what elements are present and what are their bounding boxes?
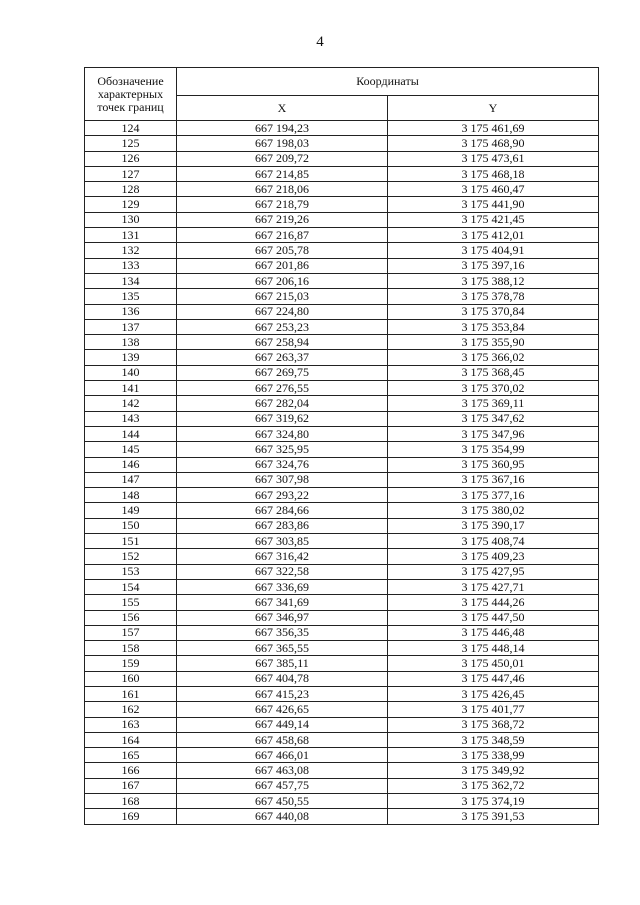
y-coordinate-cell: 3 175 468,90 <box>388 136 599 151</box>
x-coordinate-cell: 667 284,66 <box>177 503 388 518</box>
table-row <box>85 350 599 365</box>
x-coordinate-cell: 667 457,75 <box>177 778 388 793</box>
x-coordinate-cell: 667 303,85 <box>177 534 388 549</box>
y-coordinate-cell: 3 175 347,62 <box>388 411 599 426</box>
y-coordinate-cell: 3 175 447,50 <box>388 610 599 625</box>
table-row <box>85 702 599 717</box>
table-row <box>85 411 599 426</box>
point-number-cell: 138 <box>85 335 177 350</box>
x-coordinate-cell: 667 218,06 <box>177 182 388 197</box>
x-coordinate-cell: 667 336,69 <box>177 579 388 594</box>
point-number-cell: 132 <box>85 243 177 258</box>
y-coordinate-cell: 3 175 368,72 <box>388 717 599 732</box>
y-coordinate-cell: 3 175 370,84 <box>388 304 599 319</box>
x-coordinate-cell: 667 253,23 <box>177 319 388 334</box>
table-row <box>85 121 599 136</box>
coordinates-table <box>84 67 599 825</box>
point-number-cell: 133 <box>85 258 177 273</box>
table-row <box>85 289 599 304</box>
y-coordinate-cell: 3 175 374,19 <box>388 794 599 809</box>
x-coordinate-cell: 667 385,11 <box>177 656 388 671</box>
y-coordinate-cell: 3 175 390,17 <box>388 518 599 533</box>
point-number-cell: 134 <box>85 273 177 288</box>
x-coordinate-cell: 667 450,55 <box>177 794 388 809</box>
y-coordinate-cell: 3 175 409,23 <box>388 549 599 564</box>
table-row <box>85 794 599 809</box>
y-coordinate-cell: 3 175 427,95 <box>388 564 599 579</box>
table-row <box>85 732 599 747</box>
x-coordinate-cell: 667 466,01 <box>177 748 388 763</box>
point-number-cell: 125 <box>85 136 177 151</box>
table-body <box>85 121 599 825</box>
y-coordinate-cell: 3 175 349,92 <box>388 763 599 778</box>
x-coordinate-cell: 667 404,78 <box>177 671 388 686</box>
x-coordinate-cell: 667 216,87 <box>177 228 388 243</box>
table-row <box>85 381 599 396</box>
x-coordinate-cell: 667 206,16 <box>177 273 388 288</box>
x-coordinate-cell: 667 449,14 <box>177 717 388 732</box>
point-number-cell: 156 <box>85 610 177 625</box>
header-y: Y <box>388 96 599 121</box>
x-coordinate-cell: 667 269,75 <box>177 365 388 380</box>
x-coordinate-cell: 667 224,80 <box>177 304 388 319</box>
point-number-cell: 135 <box>85 289 177 304</box>
y-coordinate-cell: 3 175 460,47 <box>388 182 599 197</box>
table-row <box>85 610 599 625</box>
point-number-cell: 137 <box>85 319 177 334</box>
table-row <box>85 228 599 243</box>
table-row <box>85 457 599 472</box>
y-coordinate-cell: 3 175 444,26 <box>388 595 599 610</box>
x-coordinate-cell: 667 341,69 <box>177 595 388 610</box>
y-coordinate-cell: 3 175 380,02 <box>388 503 599 518</box>
table-row <box>85 472 599 487</box>
point-number-cell: 169 <box>85 809 177 824</box>
table-row <box>85 166 599 181</box>
table-row <box>85 656 599 671</box>
x-coordinate-cell: 667 325,95 <box>177 442 388 457</box>
point-number-cell: 148 <box>85 488 177 503</box>
y-coordinate-cell: 3 175 366,02 <box>388 350 599 365</box>
y-coordinate-cell: 3 175 367,16 <box>388 472 599 487</box>
table-row <box>85 396 599 411</box>
y-coordinate-cell: 3 175 441,90 <box>388 197 599 212</box>
point-number-cell: 162 <box>85 702 177 717</box>
point-number-cell: 157 <box>85 625 177 640</box>
table-row <box>85 273 599 288</box>
x-coordinate-cell: 667 463,08 <box>177 763 388 778</box>
y-coordinate-cell: 3 175 355,90 <box>388 335 599 350</box>
y-coordinate-cell: 3 175 404,91 <box>388 243 599 258</box>
table-row <box>85 442 599 457</box>
y-coordinate-cell: 3 175 397,16 <box>388 258 599 273</box>
point-number-cell: 166 <box>85 763 177 778</box>
point-number-cell: 124 <box>85 121 177 136</box>
y-coordinate-cell: 3 175 426,45 <box>388 686 599 701</box>
x-coordinate-cell: 667 283,86 <box>177 518 388 533</box>
y-coordinate-cell: 3 175 378,78 <box>388 289 599 304</box>
y-coordinate-cell: 3 175 450,01 <box>388 656 599 671</box>
point-number-cell: 147 <box>85 472 177 487</box>
x-coordinate-cell: 667 282,04 <box>177 396 388 411</box>
table-row <box>85 579 599 594</box>
header-coordinates: Координаты <box>177 68 599 96</box>
x-coordinate-cell: 667 201,86 <box>177 258 388 273</box>
x-coordinate-cell: 667 307,98 <box>177 472 388 487</box>
y-coordinate-cell: 3 175 370,02 <box>388 381 599 396</box>
table-row <box>85 335 599 350</box>
x-coordinate-cell: 667 324,80 <box>177 426 388 441</box>
y-coordinate-cell: 3 175 338,99 <box>388 748 599 763</box>
point-number-cell: 129 <box>85 197 177 212</box>
page-number: 4 <box>316 34 324 50</box>
point-number-cell: 155 <box>85 595 177 610</box>
table-row <box>85 564 599 579</box>
y-coordinate-cell: 3 175 401,77 <box>388 702 599 717</box>
point-number-cell: 127 <box>85 166 177 181</box>
point-number-cell: 152 <box>85 549 177 564</box>
point-number-cell: 150 <box>85 518 177 533</box>
point-number-cell: 143 <box>85 411 177 426</box>
table-row <box>85 488 599 503</box>
y-coordinate-cell: 3 175 448,14 <box>388 641 599 656</box>
point-number-cell: 164 <box>85 732 177 747</box>
table-row <box>85 625 599 640</box>
y-coordinate-cell: 3 175 391,53 <box>388 809 599 824</box>
table-row <box>85 763 599 778</box>
table-row <box>85 136 599 151</box>
y-coordinate-cell: 3 175 377,16 <box>388 488 599 503</box>
point-number-cell: 136 <box>85 304 177 319</box>
table-row <box>85 197 599 212</box>
point-number-cell: 130 <box>85 212 177 227</box>
point-number-cell: 161 <box>85 686 177 701</box>
point-number-cell: 139 <box>85 350 177 365</box>
point-number-cell: 160 <box>85 671 177 686</box>
y-coordinate-cell: 3 175 427,71 <box>388 579 599 594</box>
table-row <box>85 809 599 824</box>
point-number-cell: 146 <box>85 457 177 472</box>
point-number-cell: 140 <box>85 365 177 380</box>
table-row <box>85 778 599 793</box>
point-number-cell: 128 <box>85 182 177 197</box>
x-coordinate-cell: 667 346,97 <box>177 610 388 625</box>
point-number-cell: 131 <box>85 228 177 243</box>
x-coordinate-cell: 667 198,03 <box>177 136 388 151</box>
point-number-cell: 145 <box>85 442 177 457</box>
x-coordinate-cell: 667 258,94 <box>177 335 388 350</box>
point-number-cell: 168 <box>85 794 177 809</box>
point-number-cell: 165 <box>85 748 177 763</box>
x-coordinate-cell: 667 263,37 <box>177 350 388 365</box>
point-number-cell: 153 <box>85 564 177 579</box>
x-coordinate-cell: 667 218,79 <box>177 197 388 212</box>
y-coordinate-cell: 3 175 347,96 <box>388 426 599 441</box>
table-row <box>85 748 599 763</box>
table-row <box>85 304 599 319</box>
y-coordinate-cell: 3 175 348,59 <box>388 732 599 747</box>
point-number-cell: 167 <box>85 778 177 793</box>
header-point-designation: Обозначение характерных точек границ <box>85 68 177 121</box>
table-row <box>85 717 599 732</box>
y-coordinate-cell: 3 175 447,46 <box>388 671 599 686</box>
table-row <box>85 686 599 701</box>
point-number-cell: 126 <box>85 151 177 166</box>
x-coordinate-cell: 667 214,85 <box>177 166 388 181</box>
point-number-cell: 159 <box>85 656 177 671</box>
point-number-cell: 144 <box>85 426 177 441</box>
x-coordinate-cell: 667 319,62 <box>177 411 388 426</box>
x-coordinate-cell: 667 440,08 <box>177 809 388 824</box>
header-x: X <box>177 96 388 121</box>
x-coordinate-cell: 667 316,42 <box>177 549 388 564</box>
table-row <box>85 243 599 258</box>
x-coordinate-cell: 667 365,55 <box>177 641 388 656</box>
x-coordinate-cell: 667 209,72 <box>177 151 388 166</box>
point-number-cell: 158 <box>85 641 177 656</box>
y-coordinate-cell: 3 175 468,18 <box>388 166 599 181</box>
x-coordinate-cell: 667 415,23 <box>177 686 388 701</box>
point-number-cell: 141 <box>85 381 177 396</box>
y-coordinate-cell: 3 175 353,84 <box>388 319 599 334</box>
y-coordinate-cell: 3 175 461,69 <box>388 121 599 136</box>
table-row <box>85 595 599 610</box>
point-number-cell: 142 <box>85 396 177 411</box>
x-coordinate-cell: 667 205,78 <box>177 243 388 258</box>
table-row <box>85 258 599 273</box>
point-number-cell: 151 <box>85 534 177 549</box>
table-row <box>85 365 599 380</box>
table-row <box>85 151 599 166</box>
x-coordinate-cell: 667 458,68 <box>177 732 388 747</box>
x-coordinate-cell: 667 215,03 <box>177 289 388 304</box>
x-coordinate-cell: 667 322,58 <box>177 564 388 579</box>
y-coordinate-cell: 3 175 369,11 <box>388 396 599 411</box>
table-row <box>85 182 599 197</box>
table-row <box>85 534 599 549</box>
table-row <box>85 549 599 564</box>
table-row <box>85 426 599 441</box>
table-row <box>85 671 599 686</box>
x-coordinate-cell: 667 219,26 <box>177 212 388 227</box>
y-coordinate-cell: 3 175 412,01 <box>388 228 599 243</box>
y-coordinate-cell: 3 175 446,48 <box>388 625 599 640</box>
table-row <box>85 518 599 533</box>
point-number-cell: 163 <box>85 717 177 732</box>
x-coordinate-cell: 667 426,65 <box>177 702 388 717</box>
point-number-cell: 149 <box>85 503 177 518</box>
y-coordinate-cell: 3 175 354,99 <box>388 442 599 457</box>
table-row <box>85 212 599 227</box>
table-row <box>85 641 599 656</box>
y-coordinate-cell: 3 175 360,95 <box>388 457 599 472</box>
y-coordinate-cell: 3 175 368,45 <box>388 365 599 380</box>
y-coordinate-cell: 3 175 388,12 <box>388 273 599 288</box>
table-row <box>85 319 599 334</box>
y-coordinate-cell: 3 175 362,72 <box>388 778 599 793</box>
x-coordinate-cell: 667 356,35 <box>177 625 388 640</box>
y-coordinate-cell: 3 175 473,61 <box>388 151 599 166</box>
y-coordinate-cell: 3 175 421,45 <box>388 212 599 227</box>
x-coordinate-cell: 667 324,76 <box>177 457 388 472</box>
table-row <box>85 503 599 518</box>
x-coordinate-cell: 667 194,23 <box>177 121 388 136</box>
x-coordinate-cell: 667 276,55 <box>177 381 388 396</box>
point-number-cell: 154 <box>85 579 177 594</box>
x-coordinate-cell: 667 293,22 <box>177 488 388 503</box>
y-coordinate-cell: 3 175 408,74 <box>388 534 599 549</box>
